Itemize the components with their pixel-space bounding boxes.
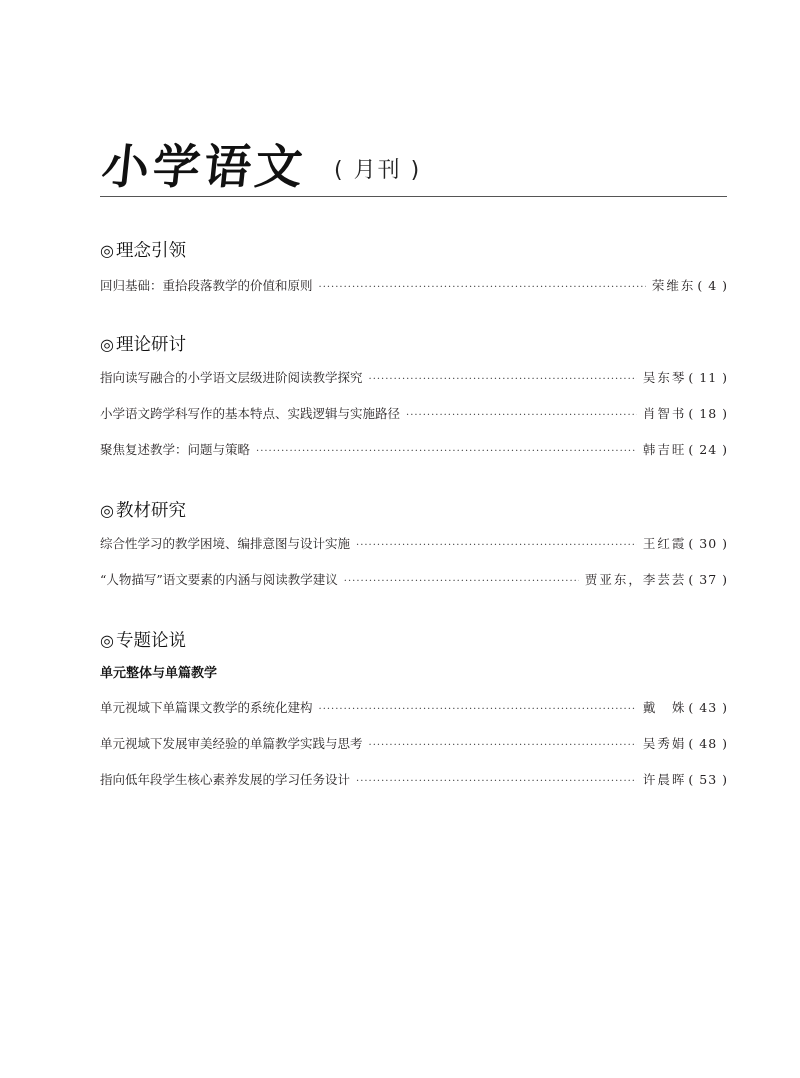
section-title: ◎ 教材研究 (100, 501, 186, 521)
article-title: 聚焦复述教学：问题与策略 (100, 442, 251, 457)
header-divider (100, 196, 727, 197)
dot-leader (369, 728, 637, 764)
toc-entry[interactable] (100, 396, 728, 432)
toc-entry[interactable] (100, 526, 728, 562)
dot-leader (356, 764, 637, 800)
toc-entry[interactable] (100, 562, 728, 598)
section-title: ◎ 专题论说 (100, 631, 186, 651)
article-author: 荣维东 (651, 278, 696, 293)
article-author: 肖智书 (642, 406, 687, 421)
article-author: 吴东琴 (642, 370, 687, 385)
double-circle-icon: ◎ (100, 631, 114, 650)
section-idea-lead (100, 238, 728, 304)
section-textbook-research (100, 498, 728, 598)
article-author: 许晨晖 (642, 772, 687, 787)
dot-leader (319, 692, 637, 728)
page-number: ( 11 ) (688, 370, 728, 385)
toc-entry[interactable] (100, 268, 728, 304)
section-title: ◎ 理念引领 (100, 241, 186, 261)
journal-frequency: ( 月刊 ) (334, 158, 422, 183)
toc-entry[interactable] (100, 762, 728, 798)
page-number: ( 37 ) (688, 572, 728, 587)
dot-leader (344, 564, 579, 600)
dot-leader (319, 270, 646, 306)
article-author: 王红霞 (642, 536, 687, 551)
masthead (99, 140, 726, 198)
dot-leader (356, 528, 637, 564)
page-number: ( 43 ) (688, 700, 728, 715)
article-title: 综合性学习的教学困境、编排意图与设计实施 (100, 536, 351, 551)
toc-entry[interactable] (100, 726, 728, 762)
article-author: 韩吉旺 (642, 442, 687, 457)
dot-leader (256, 434, 637, 470)
journal-title: 小学语文 (99, 140, 309, 195)
double-circle-icon: ◎ (100, 501, 114, 520)
page-number: ( 53 ) (688, 772, 728, 787)
page-number: ( 4 ) (697, 278, 728, 293)
dot-leader (406, 398, 637, 434)
double-circle-icon: ◎ (100, 335, 114, 354)
article-title: 小学语文跨学科写作的基本特点、实践逻辑与实施路径 (100, 406, 401, 421)
article-title: 单元视域下发展审美经验的单篇教学实践与思考 (100, 736, 363, 751)
page-number: ( 30 ) (688, 536, 728, 551)
article-title: 单元视域下单篇课文教学的系统化建构 (100, 700, 313, 715)
subsection-title: 单元整体与单篇教学 (100, 666, 218, 681)
article-title: “人物描写”语文要素的内涵与阅读教学建议 (100, 572, 338, 587)
article-title: 指向低年段学生核心素养发展的学习任务设计 (100, 772, 351, 787)
toc-entry[interactable] (100, 432, 728, 468)
article-author: 吴秀娟 (642, 736, 687, 751)
article-title: 指向读写融合的小学语文层级进阶阅读教学探究 (100, 370, 363, 385)
section-theory-discussion (100, 332, 728, 468)
page-number: ( 18 ) (688, 406, 728, 421)
page-number: ( 48 ) (688, 736, 728, 751)
article-title: 回归基础：重拾段落教学的价值和原则 (100, 278, 313, 293)
article-author: 戴 姝 (642, 700, 687, 715)
section-title: ◎ 理论研讨 (100, 335, 186, 355)
article-author: 贾亚东，李芸芸 (584, 572, 687, 587)
page-number: ( 24 ) (688, 442, 728, 457)
dot-leader (369, 362, 637, 398)
section-special-topic (100, 628, 728, 798)
double-circle-icon: ◎ (100, 241, 114, 260)
toc-entry[interactable] (100, 360, 728, 396)
toc-entry[interactable] (100, 690, 728, 726)
